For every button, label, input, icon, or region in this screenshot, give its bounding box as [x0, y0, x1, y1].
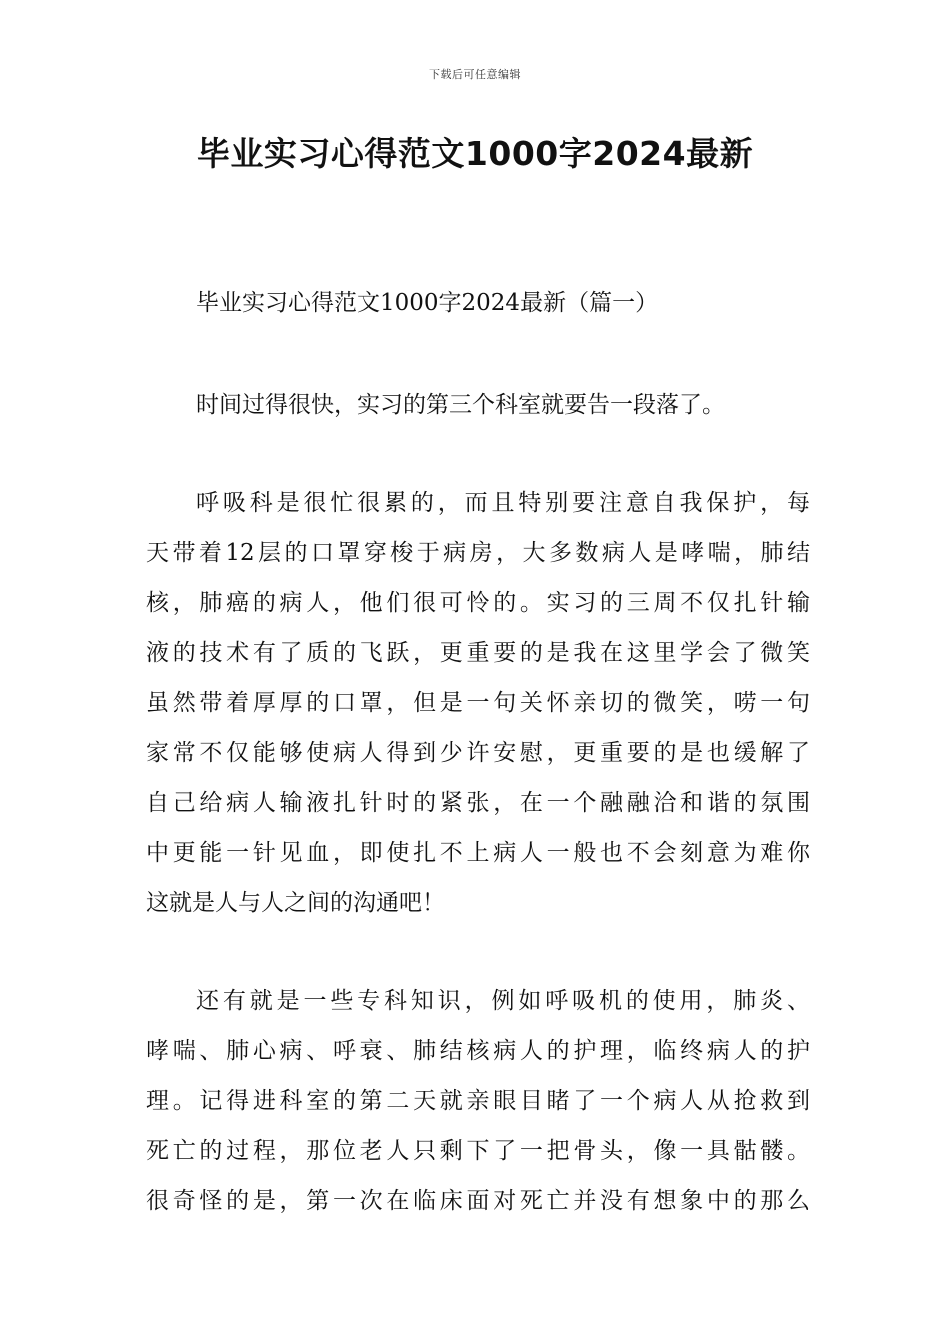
paragraph-2-line-2: 天带着12层的口罩穿梭于病房，大多数病人是哮喘，肺结	[146, 540, 810, 566]
paragraph-2-line-4: 液的技术有了质的飞跃，更重要的是我在这里学会了微笑	[146, 640, 810, 666]
header-note: 下载后可任意编辑	[429, 68, 521, 81]
paragraph-2-line-8: 中更能一针见血，即使扎不上病人一般也不会刻意为难你	[146, 840, 810, 866]
paragraph-3-line-2: 哮喘、肺心病、呼衰、肺结核病人的护理，临终病人的护	[146, 1038, 810, 1064]
paragraph-2-line-7: 自己给病人输液扎针时的紧张，在一个融融洽和谐的氛围	[146, 790, 810, 816]
paragraph-2-line-9: 这就是人与人之间的沟通吧！	[146, 890, 445, 916]
paragraph-3-line-4: 死亡的过程，那位老人只剩下了一把骨头，像一具骷髅。	[146, 1138, 810, 1164]
document-title: 毕业实习心得范文1000字2024最新	[196, 134, 754, 173]
paragraph-3-line-1: 还有就是一些专科知识，例如呼吸机的使用，肺炎、	[196, 988, 810, 1014]
paragraph-3-line-3: 理。记得进科室的第二天就亲眼目睹了一个病人从抢救到	[146, 1088, 810, 1114]
paragraph-2-line-5: 虽然带着厚厚的口罩，但是一句关怀亲切的微笑，唠一句	[146, 690, 810, 716]
paragraph-2-line-6: 家常不仅能够使病人得到少许安慰，更重要的是也缓解了	[146, 740, 810, 766]
paragraph-2-line-3: 核，肺癌的病人，他们很可怜的。实习的三周不仅扎针输	[146, 590, 810, 616]
paragraph-2-line-1: 呼吸科是很忙很累的，而且特别要注意自我保护，每	[196, 490, 810, 516]
section-subheading: 毕业实习心得范文1000字2024最新（篇一）	[196, 290, 659, 316]
paragraph-1-line-1: 时间过得很快，实习的第三个科室就要告一段落了。	[196, 392, 725, 418]
paragraph-3-line-5: 很奇怪的是，第一次在临床面对死亡并没有想象中的那么	[146, 1188, 810, 1214]
